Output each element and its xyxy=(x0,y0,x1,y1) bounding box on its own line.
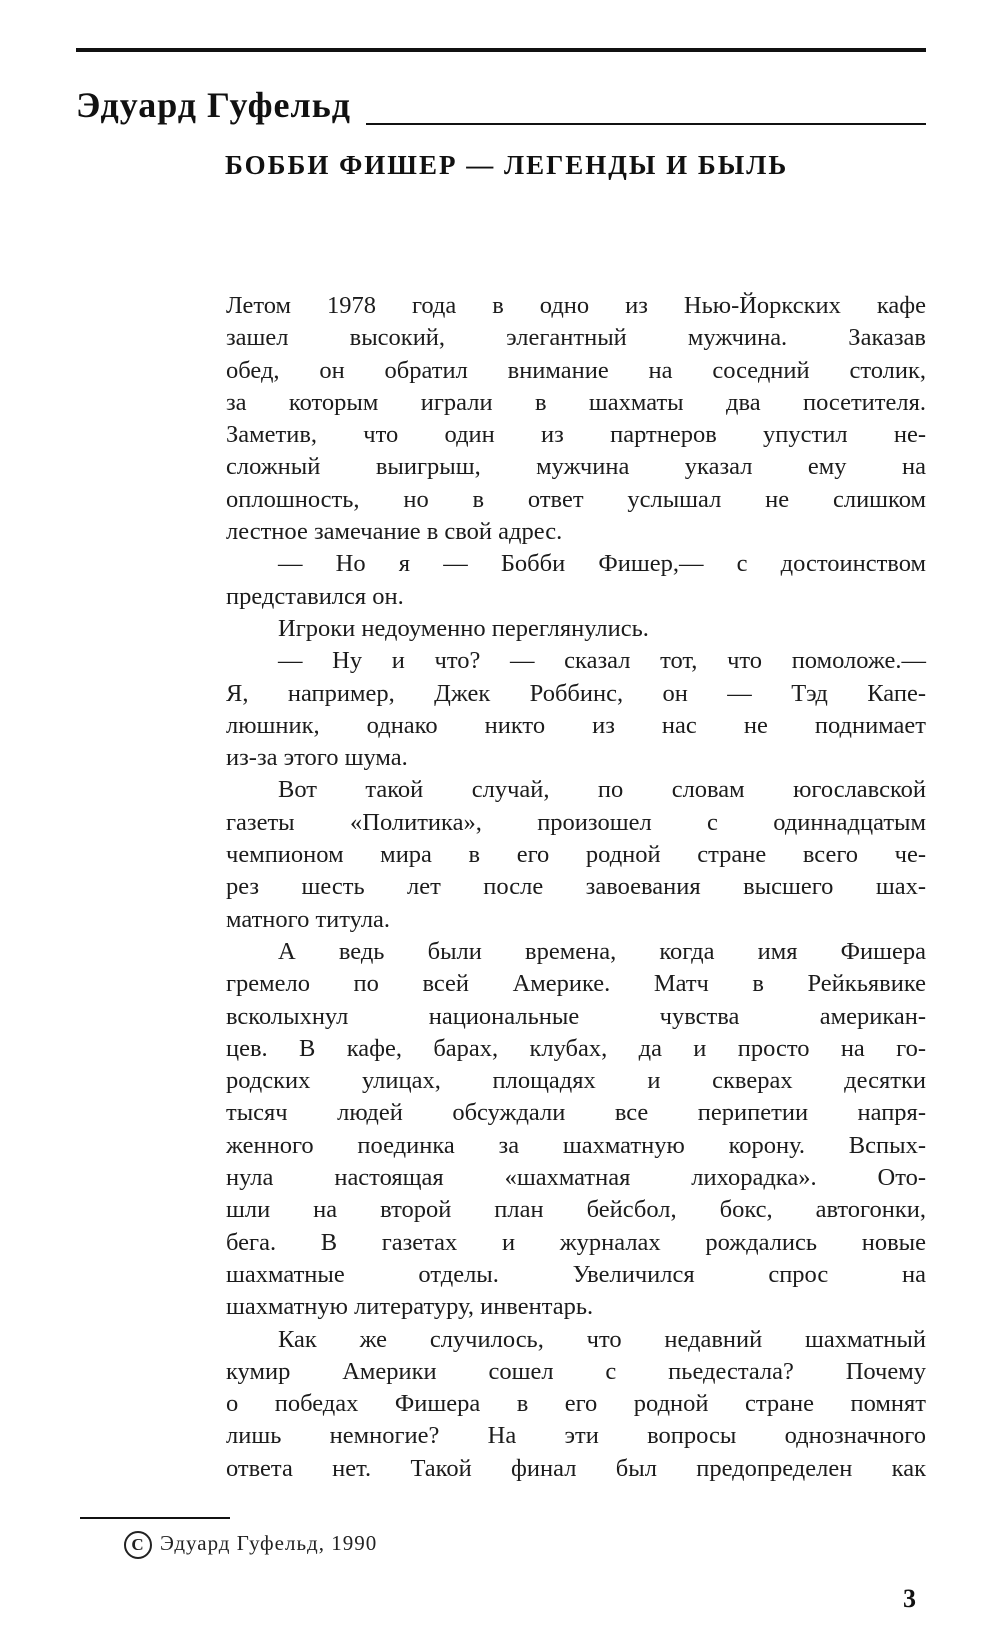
text-line: люшник, однако никто из нас не поднимает xyxy=(226,711,926,739)
text-line: зашел высокий, элегантный мужчина. Заказав xyxy=(226,324,926,352)
text-line: матного титула. xyxy=(226,905,391,933)
author-name: Эдуард Гуфельд xyxy=(76,85,351,125)
text-line: газеты «Политика», произошел с одиннадцатым xyxy=(226,808,926,836)
paragraph xyxy=(226,774,926,935)
text-line: Заметив, что один из партнеров упустил не- xyxy=(226,421,926,449)
text-line: Игроки недоуменно переглянулись. xyxy=(278,614,649,642)
text-line: из-за этого шума. xyxy=(226,744,408,772)
text-line: — Ну и что? — сказал тот, что помоложе.— xyxy=(278,647,926,675)
copyright-text: Эдуард Гуфельд, 1990 xyxy=(160,1531,378,1555)
text-line: чемпионом мира в его родной стране всего че- xyxy=(226,841,926,869)
text-line: тысяч людей обсуждали все перипетии напря- xyxy=(226,1099,926,1127)
author-line xyxy=(76,80,926,130)
top-rule xyxy=(76,48,926,52)
article-title: БОББИ ФИШЕР — ЛЕГЕНДЫ И БЫЛЬ xyxy=(225,150,789,180)
paragraph xyxy=(226,936,926,1324)
text-line: представился он. xyxy=(226,582,404,610)
text-line: цев. В кафе, барах, клубах, да и просто на го- xyxy=(226,1034,926,1062)
text-line: шахматные отделы. Увеличился спрос на xyxy=(226,1260,926,1288)
text-line: женного поединка за шахматную корону. Вспых- xyxy=(226,1131,926,1159)
text-line: Я, например, Джек Роббинс, он — Тэд Капе- xyxy=(226,679,926,707)
text-line: обед, он обратил внимание на соседний столик, xyxy=(226,356,926,384)
paragraph xyxy=(226,645,926,774)
text-line: А ведь были времена, когда имя Фишера xyxy=(278,937,926,965)
footnote-rule xyxy=(80,1517,230,1519)
paragraph xyxy=(226,613,926,645)
copyright-footnote xyxy=(124,1531,377,1559)
text-line: гремело по всей Америке. Матч в Рейкьявике xyxy=(226,970,926,998)
text-line: шли на второй план бейсбол, бокс, автогонки, xyxy=(226,1196,926,1224)
page-number: 3 xyxy=(903,1584,916,1613)
text-line: Как же случилось, что недавний шахматный xyxy=(278,1325,926,1353)
text-line: нула настоящая «шахматная лихорадка». Ото- xyxy=(226,1164,926,1192)
text-line: лестное замечание в свой адрес. xyxy=(226,518,563,546)
text-line: сложный выигрыш, мужчина указал ему на xyxy=(226,453,926,481)
author-rule xyxy=(366,123,926,125)
paragraph xyxy=(226,548,926,613)
copyright-icon: C xyxy=(124,1531,152,1559)
text-line: Летом 1978 года в одно из Нью-Йоркских кафе xyxy=(226,292,926,319)
text-line: всколыхнул национальные чувства американ- xyxy=(226,1002,926,1030)
text-line: за которым играли в шахматы два посетителя. xyxy=(226,388,926,416)
text-line: ответа нет. Такой финал был предопределен как xyxy=(226,1454,926,1482)
text-line: — Но я — Бобби Фишер,— с достоинством xyxy=(278,550,926,578)
paragraph xyxy=(226,290,926,548)
text-line: оплошность, но в ответ услышал не слишком xyxy=(226,485,926,513)
text-line: кумир Америки сошел с пьедестала? Почему xyxy=(226,1357,926,1385)
text-line: родских улицах, площадях и скверах десятки xyxy=(226,1067,926,1095)
paragraph xyxy=(226,1324,926,1485)
text-line: рез шесть лет после завоевания высшего шах- xyxy=(226,873,926,901)
text-line: о победах Фишера в его родной стране помнят xyxy=(226,1390,926,1418)
text-line: бега. В газетах и журналах рождались новые xyxy=(226,1228,926,1256)
text-line: Вот такой случай, по словам югославской xyxy=(278,776,926,804)
text-line: шахматную литературу, инвентарь. xyxy=(226,1293,594,1321)
article-body xyxy=(226,290,926,1485)
text-line: лишь немногие? На эти вопросы однозначного xyxy=(226,1422,926,1450)
